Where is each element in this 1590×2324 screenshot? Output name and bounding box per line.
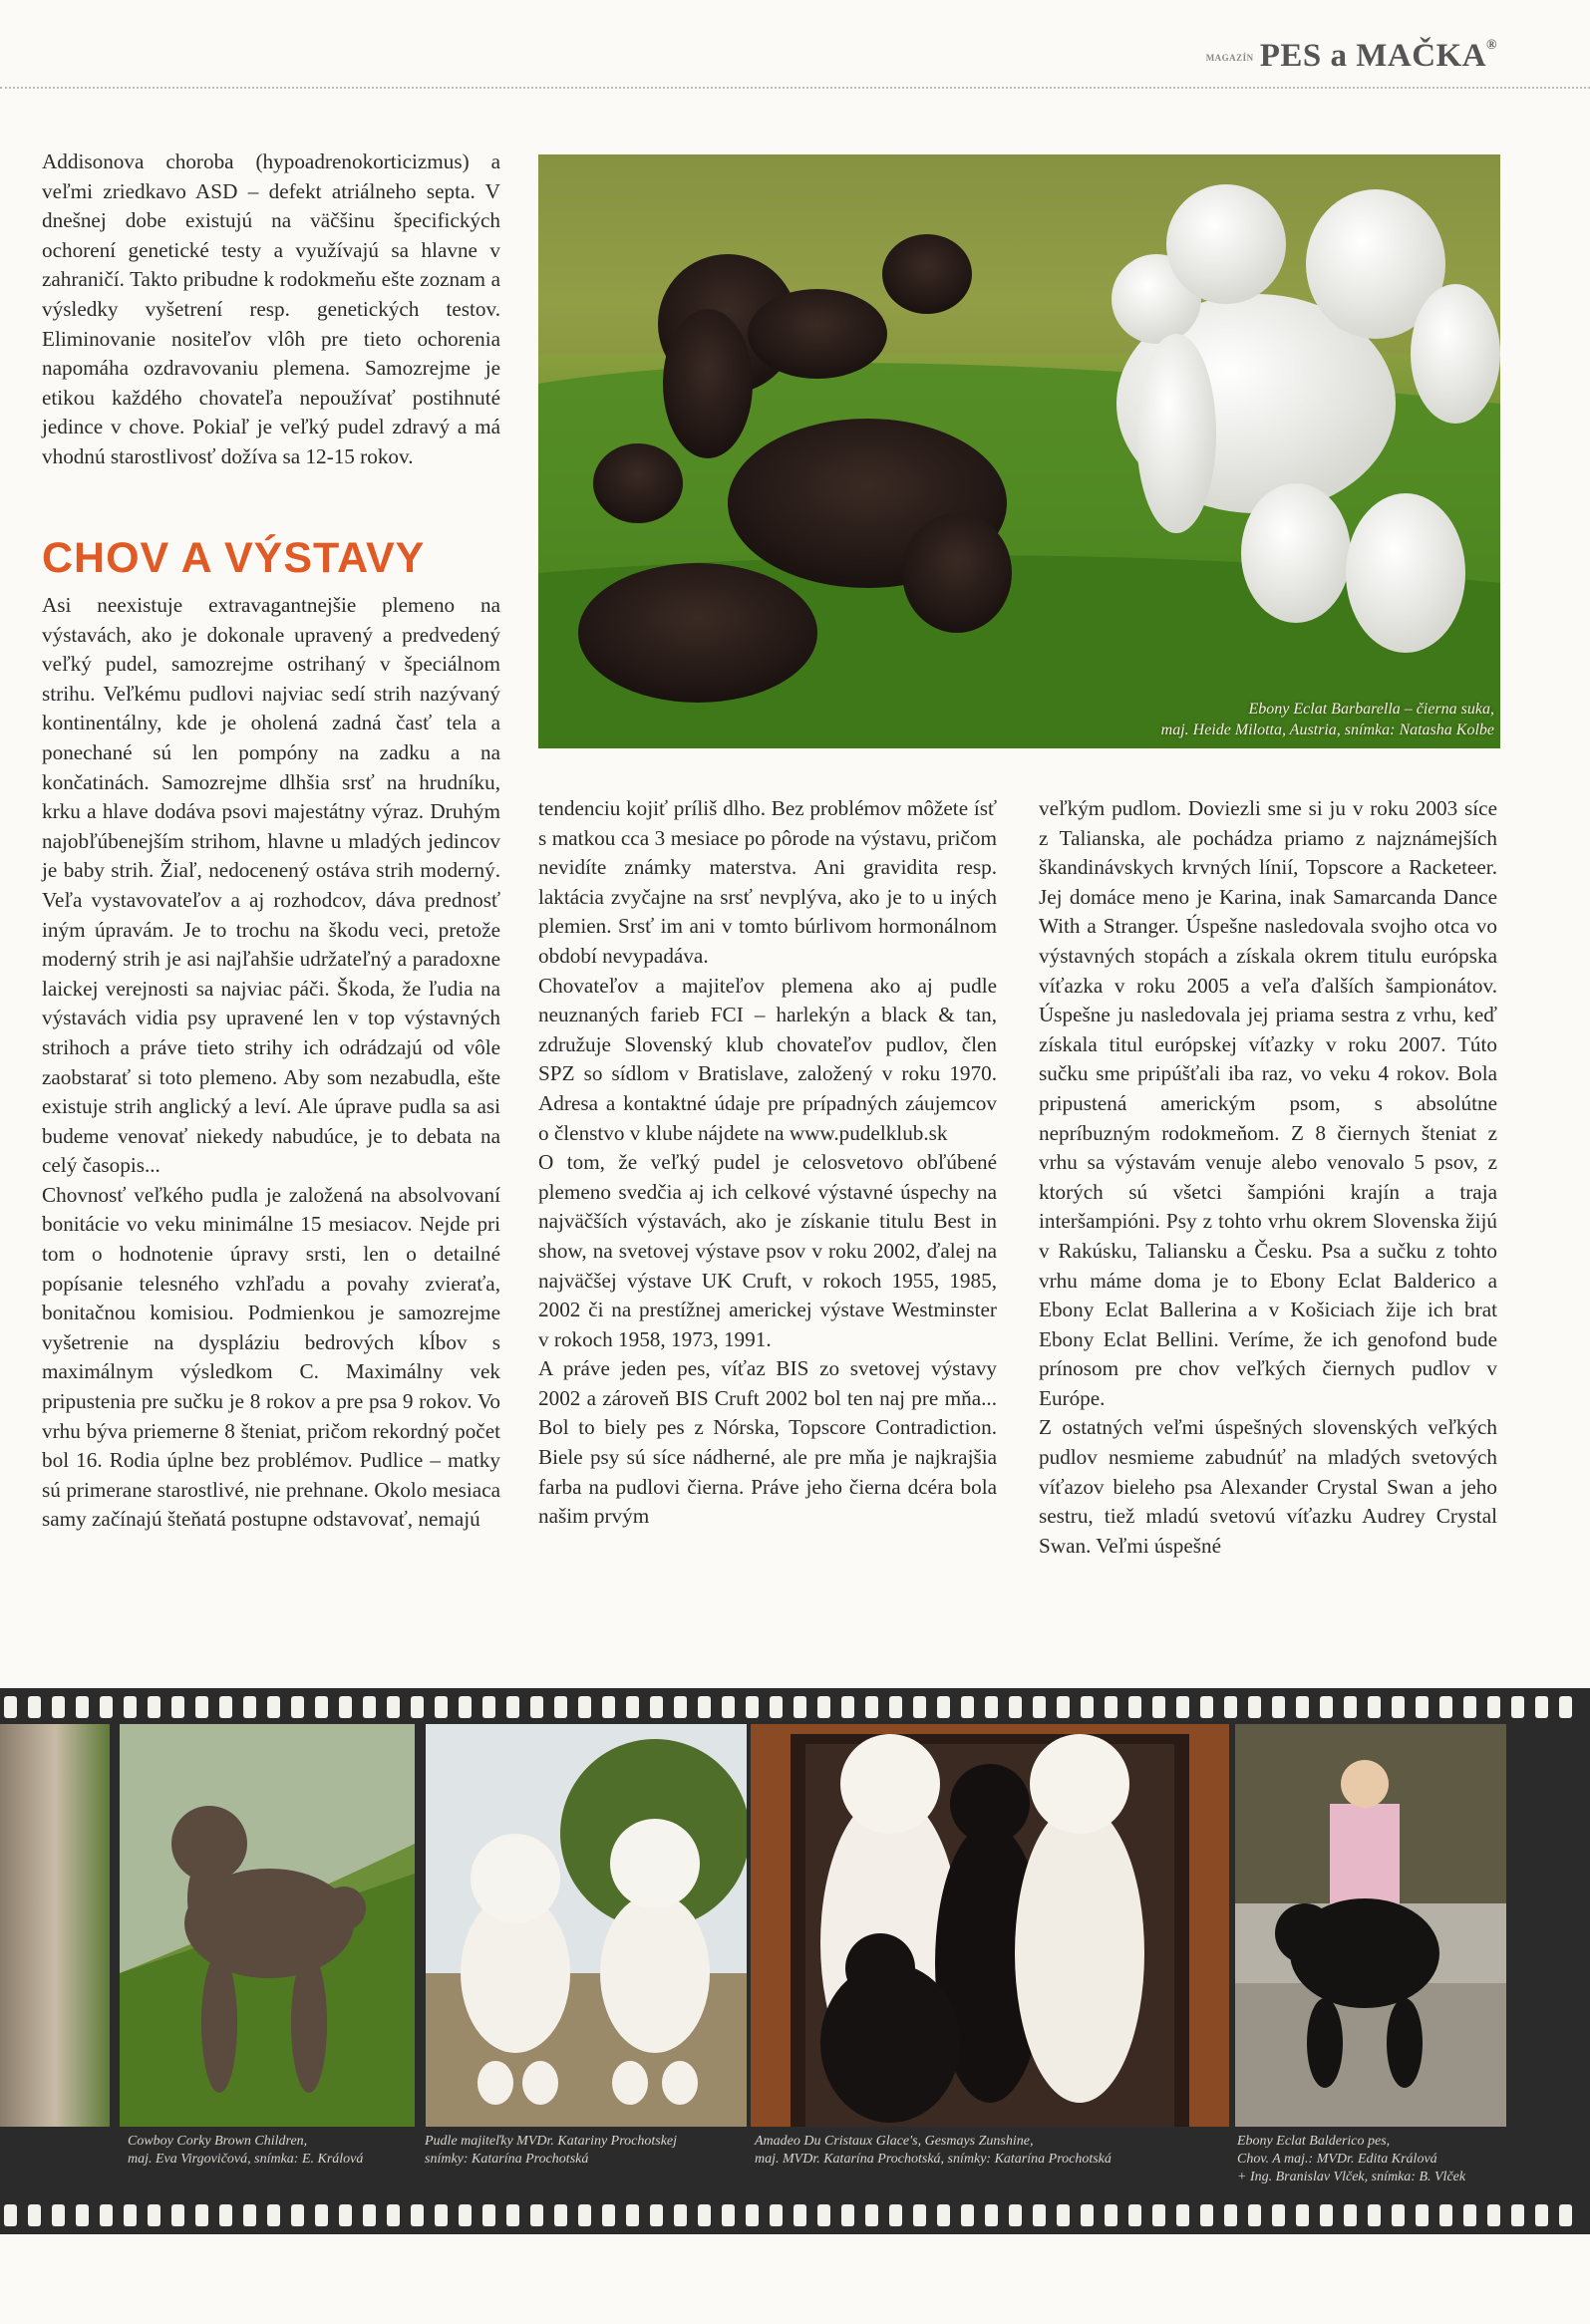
film-perforation (1344, 2204, 1357, 2226)
film-perforation (76, 1696, 89, 1718)
film-perforation (243, 2204, 256, 2226)
film-perforation (28, 2204, 41, 2226)
film-caption-4 (1237, 2133, 1465, 2186)
film-perforation (1248, 2204, 1261, 2226)
hero-photo (538, 154, 1500, 748)
film-perforation (1439, 2204, 1452, 2226)
film-perforation (195, 2204, 208, 2226)
film-perforation (937, 1696, 950, 1718)
film-perforation (1128, 2204, 1141, 2226)
film-perforation (482, 2204, 495, 2226)
film-caption-1 (128, 2133, 363, 2169)
film-perforation (1224, 1696, 1237, 1718)
film-perforation (171, 2204, 184, 2226)
paragraph: Z ostatných veľmi úspešných slovenských veľkých pudlov nesmieme zabudnúť na mladých svetových víťazov bieleho psa Alexander Crystal Swan a jeho sestru, tiež mladú svetovú víťazku Audrey Crystal Swan. Veľmi úspešné (1039, 1415, 1497, 1558)
film-perforation (1392, 2204, 1405, 2226)
film-perforation (506, 1696, 519, 1718)
film-perforation (1248, 1696, 1261, 1718)
column-1-body (42, 591, 500, 1535)
film-perforation (387, 2204, 400, 2226)
film-perforation (315, 1696, 328, 1718)
film-frame-partial (0, 1724, 110, 2127)
film-perforation (794, 2204, 806, 2226)
film-perforation (626, 2204, 639, 2226)
film-perforation (1320, 1696, 1333, 1718)
film-perforation (4, 2204, 17, 2226)
film-perforation (722, 1696, 735, 1718)
film-perforation (243, 1696, 256, 1718)
film-caption-3 (755, 2133, 1112, 2169)
black-poodle-with-owner-photo (1235, 1724, 1506, 2127)
paragraph: Asi neexistuje extravagantnejšie plemeno na výstavách, ako je dokonale upravený a predvedený veľký pudel, samozrejme ostrihaný v špeciálnom strihu. Veľkému pudlovi najviac sedí strih nazývaný kontinentálny, kde je oholená zadná časť tela a ponechané sú len pompóny na zadku a na končatinách. Samozrejme dlhšia srsť na hrudníku, krku a hlave dodáva psovi majestátny výraz. Druhým najobľúbenejším strihom, hlavne u mladých jedincov je baby strih. Žiaľ, nedocenený ostáva strih moderný. Veľa vystavovateľov a aj rozhodcov, dáva prednosť iným úpravám. Je to trochu na škodu veci, pretože moderný strih je asi najľahšie udržateľný a paradoxne laickej verejnosti sa najviac páči. Škoda, že ľudia na výstavách vidia psy upravené len v top výstavných strihoch a práve tieto strihy ich odrádzajú od vôle zaobstarať si toto plemeno. Aby som nezabudla, ešte existuje strih anglický a leví. Ale úprave pudla sa asi budeme venovať niekedy nabudúce, je to debata na celý časopis... (42, 593, 500, 1178)
film-frame-3 (751, 1724, 1229, 2127)
film-frame-4 (1235, 1724, 1506, 2127)
film-perforation (985, 2204, 998, 2226)
film-perforation (1009, 1696, 1022, 1718)
film-perforation (1200, 2204, 1213, 2226)
film-perforation (1057, 1696, 1070, 1718)
film-perforations-bottom (0, 2204, 1590, 2228)
film-perforation (722, 2204, 735, 2226)
film-perforation (817, 1696, 830, 1718)
film-perforation (1128, 1696, 1141, 1718)
paragraph: tendenciu kojiť príliš dlho. Bez problémov môžete ísť s matkou cca 3 mesiace po pôrode na výstavu, pričom nevidíte známky materstva. Ani gravidita resp. laktácia zvyčajne na srsť nevplýva, ako je to u iných plemien. Srsť im ani v tomto búrlivom hormonálnom období nevypadáva. (538, 796, 997, 968)
film-perforation (435, 1696, 448, 1718)
film-perforation (1224, 2204, 1237, 2226)
film-perforation (530, 2204, 543, 2226)
film-perforation (554, 1696, 567, 1718)
film-perforation (1559, 2204, 1572, 2226)
film-perforation (387, 1696, 400, 1718)
film-perforation (315, 2204, 328, 2226)
film-perforation (698, 1696, 711, 1718)
film-perforations-top (0, 1696, 1590, 1720)
film-perforation (1152, 1696, 1165, 1718)
film-caption-2 (425, 2133, 677, 2169)
caption-line: + Ing. Branislav Vlček, snímka: B. Vlček (1237, 2170, 1466, 2184)
film-perforation (76, 2204, 89, 2226)
poodles-in-doorway-photo (751, 1724, 1229, 2127)
masthead (1206, 38, 1497, 75)
film-perforation (267, 1696, 280, 1718)
film-perforation (1009, 2204, 1022, 2226)
film-perforation (1511, 1696, 1524, 1718)
film-perforation (100, 2204, 113, 2226)
caption-line: Cowboy Corky Brown Children, (128, 2134, 308, 2149)
film-perforation (1296, 1696, 1309, 1718)
film-perforation (339, 2204, 352, 2226)
film-perforation (363, 1696, 376, 1718)
film-perforation (1033, 2204, 1046, 2226)
film-perforation (52, 1696, 65, 1718)
film-perforation (674, 2204, 687, 2226)
film-perforation (148, 2204, 160, 2226)
film-perforation (1296, 2204, 1309, 2226)
film-perforation (291, 1696, 304, 1718)
paragraph: Chovateľov a majiteľov plemena ako aj pudle neuznaných farieb FCI – harlekýn a black & tan, združuje Slovenský klub chovateľov pudlov, člen SPZ so sídlom v Bratislave, založený v roku 1970. Adresa a kontaktné údaje pre prípadných záujemcov o členstvo v klube nájdete na www.pudelklub.sk (538, 973, 997, 1145)
caption-line: Ebony Eclat Barbarella – čierna suka, (1248, 701, 1494, 718)
hero-caption (1161, 699, 1494, 740)
film-perforation (339, 1696, 352, 1718)
film-perforation (1081, 1696, 1094, 1718)
paragraph: O tom, že veľký pudel je celosvetovo obľúbené plemeno svedčia aj ich celkové výstavné úspechy na najväčších výstavách, ako je získanie titulu Best in show, na svetovej výstave psov v roku 2002, ďalej na najväčšej výstave UK Cruft, v rokoch 1955, 1985, 2002 či na prestížnej americkej výstave Westminster v rokoch 1958, 1973, 1991. (538, 1150, 997, 1351)
column-1-intro (42, 147, 500, 472)
masthead-small: MAGAZÍN (1205, 53, 1254, 64)
film-perforation (1105, 2204, 1117, 2226)
column-2 (538, 794, 997, 1532)
film-perforation (889, 2204, 902, 2226)
film-perforation (985, 1696, 998, 1718)
film-perforation (1368, 1696, 1381, 1718)
film-perforation (674, 1696, 687, 1718)
film-perforation (841, 2204, 854, 2226)
poodles-illustration (538, 154, 1500, 748)
film-perforation (411, 2204, 424, 2226)
film-perforation (626, 1696, 639, 1718)
film-perforation (554, 2204, 567, 2226)
film-perforation (1487, 1696, 1500, 1718)
film-perforation (961, 2204, 974, 2226)
film-perforation (1463, 1696, 1476, 1718)
film-perforation (435, 2204, 448, 2226)
film-perforation (650, 1696, 663, 1718)
film-perforation (1535, 2204, 1548, 2226)
film-perforation (459, 2204, 472, 2226)
caption-line: Amadeo Du Cristaux Glace's, Gesmays Zunshine, (755, 2134, 1034, 2149)
film-perforation (1152, 2204, 1165, 2226)
caption-line: maj. Eva Virgovičová, snímka: E. Králová (128, 2152, 364, 2167)
paragraph: Addisonova choroba (hypoadrenokorticizmus) a veľmi zriedkavo ASD – defekt atriálneho septa. V dnešnej dobe existujú na väčšinu špecifických ochorení genetické testy a využívajú sa hlavne v zahraničí. Takto pribudne k rodokmeňu ešte zoznam a výsledky vyšetrení resp. genetických testov. Eliminovanie nositeľov vlôh pre tieto ochorenia napomáha ozdravovaniu plemena. Samozrejme je etikou každého chovateľa nepoužívať postihnuté jedince v chove. Pokiaľ je veľký pudel zdravý a má vhodnú starostlivosť dožíva sa 12-15 rokov. (42, 149, 500, 468)
caption-line: Pudle majiteľky MVDr. Katariny Prochotskej (425, 2134, 678, 2149)
film-perforation (770, 1696, 783, 1718)
film-perforation (1344, 1696, 1357, 1718)
film-perforation (746, 1696, 759, 1718)
caption-line: snímky: Katarína Prochotská (425, 2152, 589, 2167)
film-perforation (1272, 1696, 1285, 1718)
film-perforation (1463, 2204, 1476, 2226)
caption-line: maj. MVDr. Katarína Prochotská, snímky: Katarína Prochotská (755, 2152, 1112, 2167)
film-perforation (1176, 1696, 1189, 1718)
film-perforation (865, 1696, 878, 1718)
paragraph: Chovnosť veľkého pudla je založená na absolvovaní bonitácie vo veku minimálne 15 mesiacov. Nejde pri tom o hodnotenie úpravy srsti, len o detailné popísanie telesného vzhľadu a povahy zvieraťa, bonitačnou komisiou. Podmienkou je samozrejme vyšetrenie na dyspláziu bedrových kĺbov s maximálnym výsledkom C. Maximálny vek pripustenia pre sučku je 8 rokov a pre psa 9 rokov. Vo vrhu býva priemerne 8 šteniat, pričom rekordný počet bol 16. Rodia úplne bez problémov. Pudlice – matky sú primerane starostlivé, nie prehnane. Okolo mesiaca samy začínajú šteňatá postupne odstavovať, nemajú (42, 1182, 500, 1532)
film-perforation (219, 1696, 232, 1718)
film-perforation (602, 1696, 615, 1718)
film-perforation (1368, 2204, 1381, 2226)
film-perforation (530, 1696, 543, 1718)
film-perforation (148, 1696, 160, 1718)
film-perforation (28, 1696, 41, 1718)
film-perforation (650, 2204, 663, 2226)
brown-poodle-photo (120, 1724, 415, 2127)
film-perforation (770, 2204, 783, 2226)
film-perforation (506, 2204, 519, 2226)
column-3 (1039, 794, 1497, 1561)
film-perforation (1416, 1696, 1429, 1718)
film-perforation (841, 1696, 854, 1718)
film-perforation (267, 2204, 280, 2226)
caption-line: Ebony Eclat Balderico pes, (1237, 2134, 1391, 2149)
film-perforation (1320, 2204, 1333, 2226)
film-perforation (1081, 2204, 1094, 2226)
film-frame-2 (426, 1724, 747, 2127)
film-perforation (1487, 2204, 1500, 2226)
film-perforation (1392, 1696, 1405, 1718)
film-perforation (1416, 2204, 1429, 2226)
film-perforation (578, 2204, 591, 2226)
film-perforation (1439, 1696, 1452, 1718)
paragraph: A práve jeden pes, víťaz BIS zo svetovej výstavy 2002 a zároveň BIS Cruft 2002 bol ten naj pre mňa... Bol to biely pes z Nórska, Topscore Contradiction. Biele psy sú síce nádherné, ale pre mňa je najkrajšia farba na pudlovi čierna. Práve jeho čierna dcéra bola našim prvým (538, 1356, 997, 1529)
film-perforation (482, 1696, 495, 1718)
film-perforation (1200, 1696, 1213, 1718)
masthead-title: PES a MAČKA (1259, 38, 1487, 74)
film-perforation (817, 2204, 830, 2226)
film-perforation (4, 1696, 17, 1718)
film-frame-1 (120, 1724, 415, 2127)
filmstrip (0, 1688, 1590, 2234)
film-perforation (1057, 2204, 1070, 2226)
film-perforation (1176, 2204, 1189, 2226)
film-perforation (578, 1696, 591, 1718)
film-perforation (100, 1696, 113, 1718)
film-perforation (913, 2204, 926, 2226)
film-perforation (746, 2204, 759, 2226)
film-perforation (363, 2204, 376, 2226)
caption-line: maj. Heide Milotta, Austria, snímka: Natasha Kolbe (1160, 722, 1494, 738)
white-poodles-photo (426, 1724, 747, 2127)
film-perforation (937, 2204, 950, 2226)
film-perforation (219, 2204, 232, 2226)
film-perforation (124, 2204, 137, 2226)
film-perforation (961, 1696, 974, 1718)
film-perforation (794, 1696, 806, 1718)
film-perforation (1511, 2204, 1524, 2226)
section-heading: CHOV A VÝSTAVY (42, 534, 426, 582)
film-perforation (171, 1696, 184, 1718)
paragraph: veľkým pudlom. Doviezli sme si ju v roku 2003 síce z Talianska, ale pochádza priamo z najznámejších škandinávskych krvných línií, Topscore a Racketeer. Jej domáce meno je Karina, inak Samarcanda Dance With a Stranger. Úspešne nasledovala svojho otca vo výstavných stopách a získala okrem titulu európska víťazka v roku 2005 a veľa ďalších šampionátov. Úspešne ju nasledovala jej priama sestra z vrhu, keď získala titul európskej víťazky v roku 2007. Túto sučku sme pripúšťali iba raz, vo veku 4 rokov. Bola pripustená americkým psom, s absolútne nepríbuzným rodokmeňom. Z 8 čiernych šteniat z vrhu sa výstavám venuje alebo venovalo 5 psov, z ktorých sú všetci šampióni krajín a traja interšampióni. Psy z tohto vrhu okrem Slovenska žijú v Rakúsku, Taliansku a Česku. Psa a sučku z tohto vrhu máme doma je to Ebony Eclat Balderico a Ebony Eclat Ballerina a v Košiciach žije ich brat Ebony Eclat Bellini. Veríme, že ich genofond bude prínosom pre chov veľkých čiernych pudlov v Európe. (1039, 796, 1497, 1410)
film-perforation (602, 2204, 615, 2226)
film-perforation (865, 2204, 878, 2226)
film-perforation (1535, 1696, 1548, 1718)
film-perforation (913, 1696, 926, 1718)
film-perforation (411, 1696, 424, 1718)
caption-line: Chov. A maj.: MVDr. Edita Králová (1237, 2152, 1437, 2167)
film-perforation (1559, 1696, 1572, 1718)
film-perforation (459, 1696, 472, 1718)
film-perforation (195, 1696, 208, 1718)
film-perforation (124, 1696, 137, 1718)
header-divider (0, 87, 1590, 89)
film-perforation (291, 2204, 304, 2226)
film-perforation (889, 1696, 902, 1718)
film-perforation (698, 2204, 711, 2226)
film-perforation (1272, 2204, 1285, 2226)
registered-mark: ® (1486, 38, 1497, 53)
film-perforation (1105, 1696, 1117, 1718)
film-perforation (52, 2204, 65, 2226)
film-perforation (1033, 1696, 1046, 1718)
